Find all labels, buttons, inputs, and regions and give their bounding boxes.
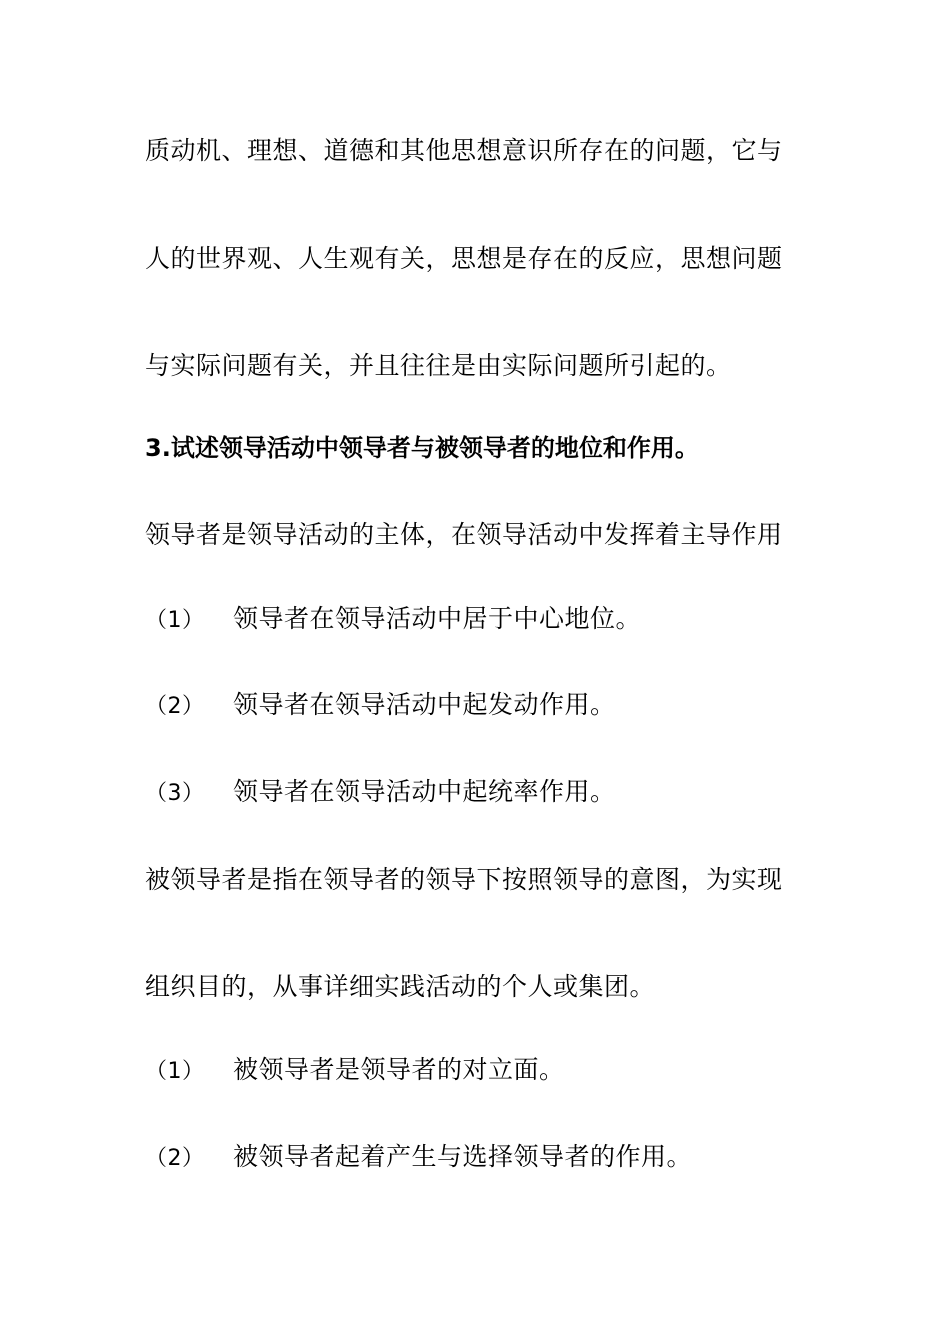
item-number: （3） — [145, 781, 205, 806]
item-text: 被领导者是领导者的对立面。 — [233, 1055, 565, 1084]
item-number: （2） — [145, 1146, 205, 1171]
question-heading: 3.试述领导活动中领导者与被领导者的地位和作用。 — [145, 434, 699, 462]
paragraph-line: 质动机、理想、道德和其他思想意识所存在的问题，它与 — [145, 136, 783, 165]
leader-item — [145, 690, 616, 722]
paragraph-line: 人的世界观、人生观有关，思想是存在的反应，思想问题 — [145, 244, 783, 273]
item-text: 领导者在领导活动中居于中心地位。 — [233, 604, 642, 633]
item-text: 被领导者起着产生与选择领导者的作用。 — [233, 1142, 693, 1171]
item-text: 领导者在领导活动中起统率作用。 — [233, 777, 616, 806]
leader-item — [145, 604, 641, 636]
follower-intro-line: 组织目的，从事详细实践活动的个人或集团。 — [145, 972, 656, 1001]
paragraph-line: 与实际问题有关，并且往往是由实际问题所引起的。 — [145, 351, 732, 380]
item-number: （2） — [145, 694, 205, 719]
follower-intro-line: 被领导者是指在领导者的领导下按照领导的意图，为实现 — [145, 865, 783, 894]
leader-item — [145, 777, 616, 809]
item-number: （1） — [145, 1059, 205, 1084]
follower-item — [145, 1055, 565, 1087]
follower-item — [145, 1142, 692, 1174]
item-text: 领导者在领导活动中起发动作用。 — [233, 690, 616, 719]
item-number: （1） — [145, 608, 205, 633]
leader-intro: 领导者是领导活动的主体，在领导活动中发挥着主导作用 — [145, 520, 783, 549]
